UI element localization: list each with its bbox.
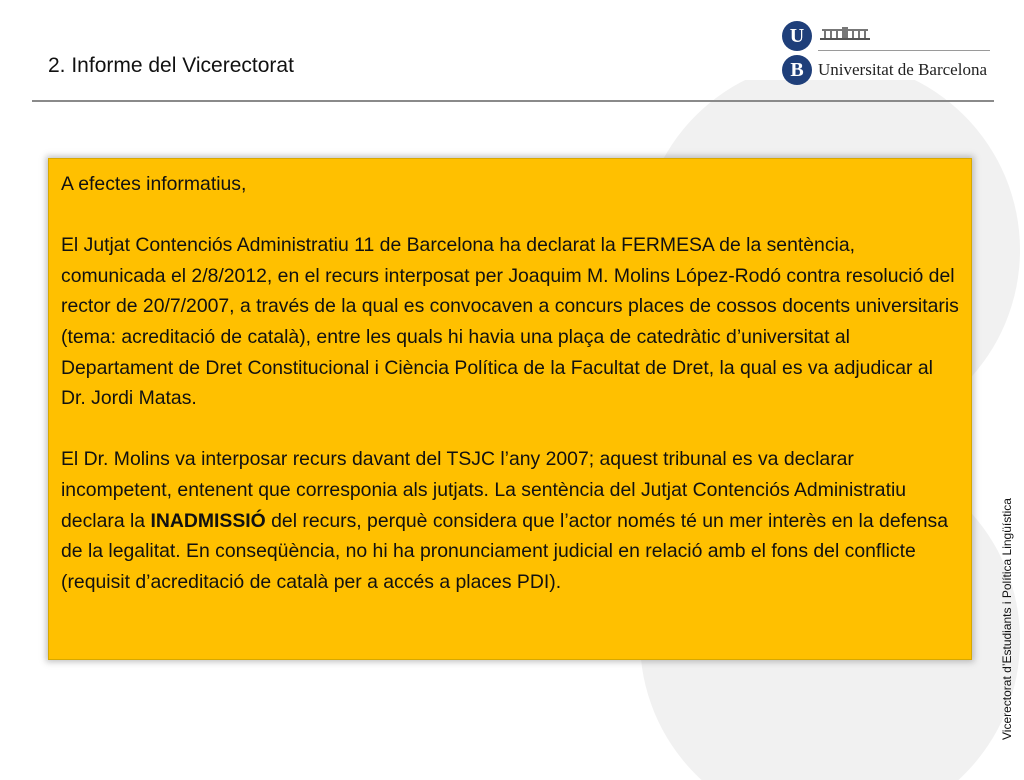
paragraph-inadmission (61, 444, 959, 597)
logo-letter-u: U (782, 21, 812, 51)
university-name: Universitat de Barcelona (818, 60, 987, 79)
paragraph-spacer (61, 414, 959, 445)
logo-divider (818, 50, 990, 51)
inadmission-emphasis: INADMISSIÓ (150, 509, 266, 532)
information-box (48, 158, 972, 660)
vice-rectorate-vertical-label: Vicerectorat d’Estudiants i Política Lingüística (1000, 498, 1014, 740)
paragraph-sentence-firmness: El Jutjat Contenciós Administratiu 11 de Barcelona ha declarat la FERMESA de la sentència, comunicada el 2/8/2012, en el recurs interposat per Joaquim M. Molins López-Rodó contra resolució del rector de 20/7/2007, a través de la qual es convocaven a concurs places de cossos docents universitaris (tema: acreditació de català), entre les quals hi havia una plaça de catedràtic d’universitat al Departament de Dret Constitucional i Ciència Política de la Facultat de Dret, la qual es va adjudicar al Dr. Jordi Matas. (61, 234, 959, 410)
intro-text: A efectes informatius, (61, 173, 247, 195)
university-logo (780, 18, 995, 88)
page-title: 2. Informe del Vicerectorat (48, 54, 294, 77)
paragraph-text-after: del recurs, perquè considera que l’actor només té un mer interès en la defensa de la legalitat. En conseqüència, no hi ha pronunciament judicial en relació amb el fons del conflicte (requisit d’acreditació de català per a accés a places PDI). (61, 509, 949, 593)
building-icon (820, 26, 870, 44)
logo-letter-b: B (782, 55, 812, 85)
paragraph-spacer (61, 200, 959, 231)
header-divider (32, 100, 994, 102)
paragraph-text-before: El Dr. Molins va interposar recurs davant del TSJC l’any 2007; aquest tribunal es va declarar incompetent, entenent que corresponia als jutjats. La sentència del Jutjat Contenciós Administratiu declara la (61, 448, 907, 532)
